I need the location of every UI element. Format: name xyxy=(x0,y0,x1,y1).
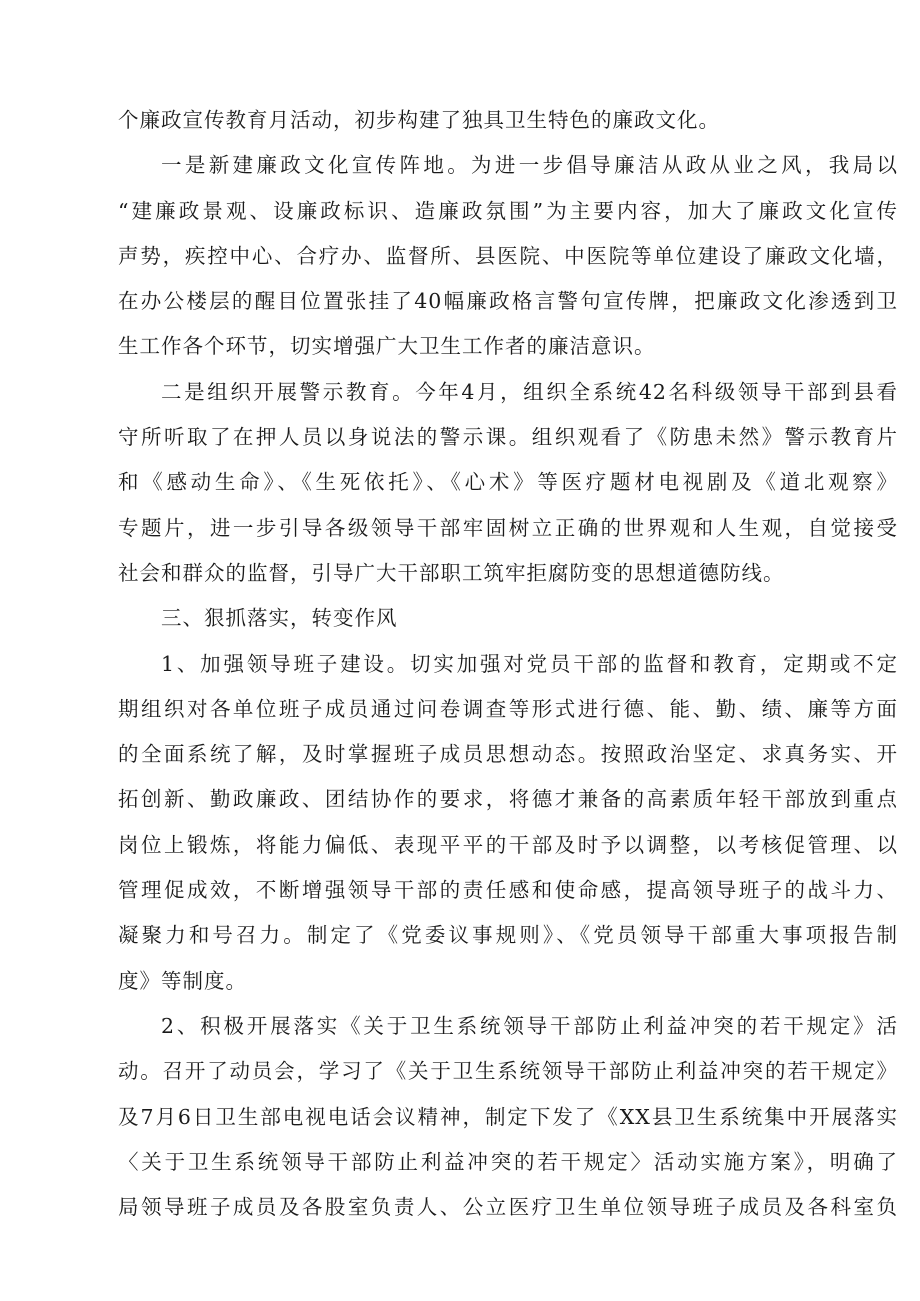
text-line: 声势，疾控中心、合疗办、监督所、县医院、中医院等单位建设了廉政文化墙， xyxy=(118,243,898,268)
text-line: “建廉政景观、设廉政标识、造廉政氛围”为主要内容，加大了廉政文化宣传 xyxy=(118,198,898,223)
text-line: 1、加强领导班子建设。切实加强对党员干部的监督和教育，定期或不定 xyxy=(161,651,898,676)
text-line: 度》等制度。 xyxy=(118,968,247,993)
text-line: 个廉政宣传教育月活动，初步构建了独具卫生特色的廉政文化。 xyxy=(118,108,720,132)
document-body xyxy=(118,98,898,1230)
paragraph-conflict-of-interest xyxy=(118,1004,898,1230)
paragraph-leadership-building xyxy=(118,642,898,1004)
text-line: 动。召开了动员会，学习了《关于卫生系统领导干部防止利益冲突的若干规定》 xyxy=(118,1059,898,1084)
paragraph-continuation xyxy=(118,98,898,143)
text-line: 二是组织开展警示教育。今年4月，组织全系统42名科级领导干部到县看 xyxy=(161,379,898,404)
text-line: 生工作各个环节，切实增强广大卫生工作者的廉洁意识。 xyxy=(118,334,656,359)
text-line: 凝聚力和号召力。制定了《党委议事规则》、《党员领导干部重大事项报告制 xyxy=(118,923,898,948)
paragraph-warning-education xyxy=(118,370,898,596)
text-line: 守所听取了在押人员以身说法的警示课。组织观看了《防患未然》警示教育片 xyxy=(118,425,898,450)
text-line: 的全面系统了解，及时掌握班子成员思想动态。按照政治坚定、求真务实、开 xyxy=(118,742,898,767)
text-line: 专题片，进一步引导各级领导干部牢固树立正确的世界观和人生观，自觉接受 xyxy=(118,515,898,540)
text-line: 和《感动生命》、《生死依托》、《心术》等医疗题材电视剧及《道北观察》 xyxy=(118,470,898,495)
text-line: 社会和群众的监督，引导广大干部职工筑牢拒腐防变的思想道德防线。 xyxy=(118,560,785,585)
text-line: 拓创新、勤政廉政、团结协作的要求，将德才兼备的高素质年轻干部放到重点 xyxy=(118,787,898,812)
text-line: 〈关于卫生系统领导干部防止利益冲突的若干规定〉活动实施方案》，明确了 xyxy=(118,1149,898,1174)
text-line: 局领导班子成员及各股室负责人、公立医疗卫生单位领导班子成员及各科室负 xyxy=(118,1195,898,1220)
text-line: 岗位上锻炼，将能力偏低、表现平平的干部及时予以调整，以考核促管理、以 xyxy=(118,832,898,857)
section-heading-text: 三、狠抓落实，转变作风 xyxy=(161,606,398,631)
text-line: 管理促成效，不断增强领导干部的责任感和使命感，提高领导班子的战斗力、 xyxy=(118,878,898,903)
text-line: 在办公楼层的醒目位置张挂了40幅廉政格言警句宣传牌，把廉政文化渗透到卫 xyxy=(118,289,898,314)
text-line: 一是新建廉政文化宣传阵地。为进一步倡导廉洁从政从业之风，我局以 xyxy=(161,153,898,178)
paragraph-culture-position xyxy=(118,143,898,369)
text-line: 期组织对各单位班子成员通过问卷调查等形式进行德、能、勤、绩、廉等方面 xyxy=(118,696,898,721)
text-line: 及7月6日卫生部电视电话会议精神，制定下发了《XX县卫生系统集中开展落实 xyxy=(118,1104,898,1129)
text-line: 2、积极开展落实《关于卫生系统领导干部防止利益冲突的若干规定》活 xyxy=(161,1013,898,1038)
section-heading xyxy=(118,596,898,641)
